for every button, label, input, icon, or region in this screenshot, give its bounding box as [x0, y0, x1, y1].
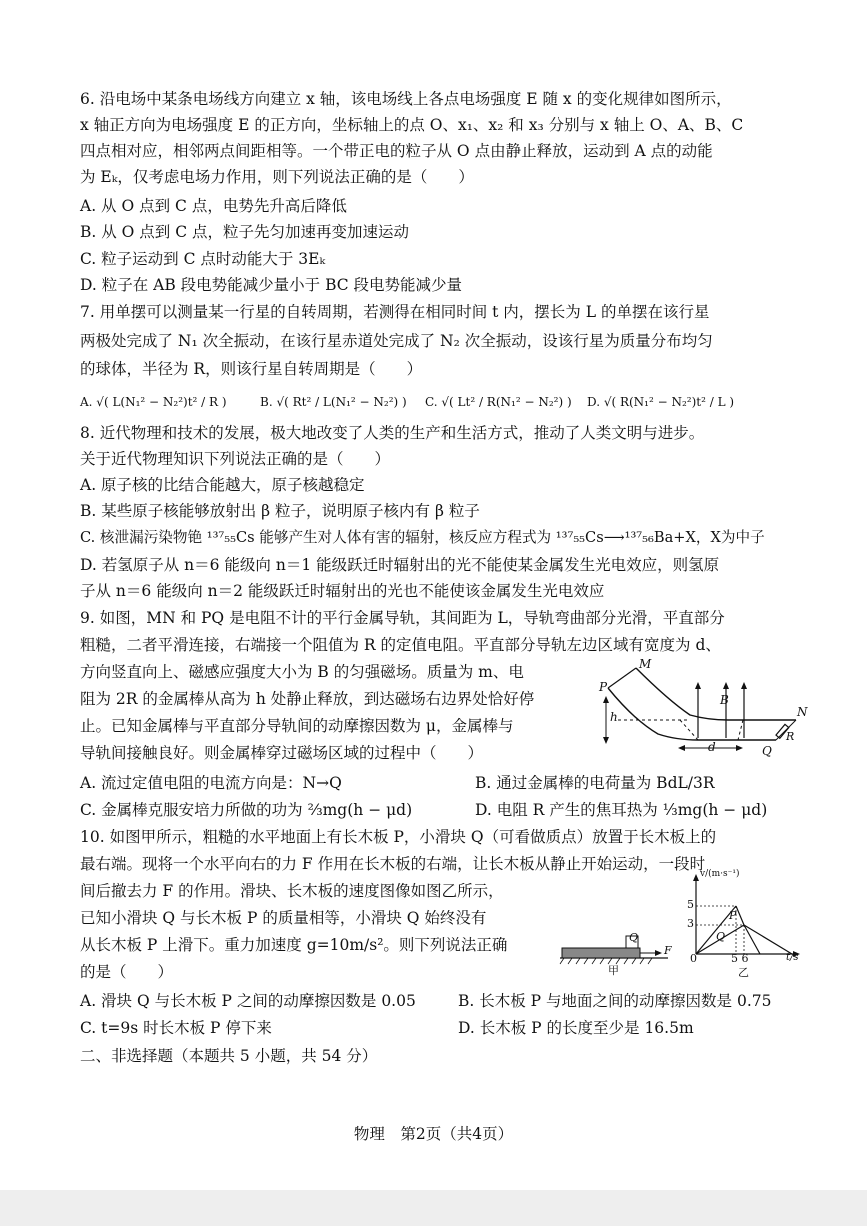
- q10-stem-line-5: 从长木板 P 上滑下。重力加速度 g=10m/s²。则下列说法正确: [80, 936, 508, 954]
- q9-option-b: B. 通过金属棒的电荷量为 BdL/3R: [475, 774, 715, 792]
- q8-option-d-line-1: D. 若氢原子从 n＝6 能级向 n＝1 能级跃迁时辐射出的光不能使某金属发生光电效应，则氢原: [80, 556, 720, 574]
- q6-stem-line-4: 为 Eₖ，仅考虑电场力作用，则下列说法正确的是（ ）: [80, 168, 474, 186]
- q7-option-a: A. √( L(N₁² − N₂²)t² / R ): [80, 395, 227, 409]
- q8-option-b: B. 某些原子核能够放射出 β 粒子，说明原子核内有 β 粒子: [80, 502, 480, 520]
- q10-graph-ylabel: v/(m·s⁻¹): [700, 869, 740, 879]
- q9-stem-line-1: 9. 如图，MN 和 PQ 是电阻不计的平行金属导轨，其间距为 L，导轨弯曲部分光滑，平直部分: [80, 609, 725, 627]
- q10-velocity-graph: [684, 870, 804, 960]
- q9-fig-label-r: R: [786, 730, 795, 743]
- q10-stem-line-6: 的是（ ）: [80, 963, 174, 981]
- q9-fig-label-d: d: [708, 740, 716, 754]
- q7-option-b: B. √( Rt² / L(N₁² − N₂²) ): [260, 395, 407, 409]
- q6-stem-line-1: 6. 沿电场中某条电场线方向建立 x 轴，该电场线上各点电场强度 E 随 x 的变化规律如图所示，: [80, 90, 732, 108]
- q7-stem-line-3: 的球体，半径为 R，则该行星自转周期是（ ）: [80, 360, 423, 378]
- q6-stem-line-3: 四点相对应，相邻两点间距相等。一个带正电的粒子从 O 点由静止释放，运动到 A 点的动能: [80, 142, 713, 160]
- q9-fig-label-q: Q: [762, 744, 772, 758]
- q7-stem-line-2: 两极处完成了 N₁ 次全振动，在该行星赤道处完成了 N₂ 次全振动，设该行星为质量分布均匀: [80, 332, 713, 350]
- q8-option-a: A. 原子核的比结合能越大，原子核越稳定: [80, 476, 365, 494]
- scan-bottom-edge: [0, 1190, 867, 1226]
- q9-stem-line-6: 导轨间接触良好。则金属棒穿过磁场区域的过程中（ ）: [80, 744, 484, 762]
- q9-stem-line-2: 粗糙，二者平滑连接，右端接一个阻值为 R 的定值电阻。平直部分导轨左边区域有宽度为 d、: [80, 636, 721, 654]
- q6-stem-line-2: x 轴正方向为电场强度 E 的正方向，坐标轴上的点 O、x₁、x₂ 和 x₃ 分别与 x 轴上 O、A、B、C: [80, 116, 744, 134]
- q7-option-c: C. √( Lt² / R(N₁² − N₂²) ): [425, 395, 572, 409]
- q6-option-c: C. 粒子运动到 C 点时动能大于 3Eₖ: [80, 250, 326, 268]
- q9-fig-label-b: B: [720, 693, 729, 707]
- q10-option-b: B. 长木板 P 与地面之间的动摩擦因数是 0.75: [458, 992, 772, 1010]
- q9-stem-line-4: 阻为 2R 的金属棒从高为 h 处静止释放，到达磁场右边界处恰好停: [80, 690, 535, 708]
- q9-option-a: A. 流过定值电阻的电流方向是：N→Q: [80, 774, 342, 792]
- q6-option-b: B. 从 O 点到 C 点，粒子先匀加速再变加速运动: [80, 223, 410, 241]
- q10-graph-label-p: P: [729, 909, 737, 922]
- q9-fig-label-h: h: [610, 710, 618, 724]
- q10-graph-tick-0: 0: [690, 952, 697, 965]
- q9-fig-label-m: M: [639, 657, 652, 671]
- q9-option-d: D. 电阻 R 产生的焦耳热为 ⅓mg(h − μd): [475, 801, 768, 819]
- q10-option-a: A. 滑块 Q 与长木板 P 之间的动摩擦因数是 0.05: [80, 992, 416, 1010]
- q10-fig-label-q-jia: Q: [629, 931, 639, 944]
- q7-stem-line-1: 7. 用单摆可以测量某一行星的自转周期，若测得在相同时间 t 内，摆长为 L 的单摆在该行星: [80, 303, 710, 321]
- q10-graph-xlabel: t/s: [786, 952, 799, 963]
- q9-fig-label-p: P: [599, 680, 608, 694]
- q10-graph-label-q: Q: [716, 930, 726, 943]
- q10-fig-label-f: F: [664, 944, 672, 957]
- q10-stem-line-3: 间后撤去力 F 的作用。滑块、长木板的速度图像如图乙所示，: [80, 882, 504, 900]
- q9-stem-line-3: 方向竖直向上、磁感应强度大小为 B 的匀强磁场。质量为 m、电: [80, 663, 524, 681]
- q10-stem-line-2: 最右端。现将一个水平向右的力 F 作用在长木板的右端，让长木板从静止开始运动，一段时: [80, 855, 706, 873]
- q10-graph-tick-5-6: 5 6: [731, 952, 749, 965]
- q9-fig-label-n: N: [797, 705, 808, 719]
- q8-stem-line-1: 8. 近代物理和技术的发展，极大地改变了人类的生产和生活方式，推动了人类文明与进步。: [80, 424, 705, 442]
- q9-option-c: C. 金属棒克服安培力所做的功为 ⅔mg(h − μd): [80, 801, 413, 819]
- q8-option-d-line-2: 子从 n＝6 能级向 n＝2 能级跃迁时辐射出的光也不能使该金属发生光电效应: [80, 582, 605, 600]
- q10-graph-tick-3: 3: [687, 917, 694, 930]
- q10-graph-tick-5: 5: [687, 898, 694, 911]
- section-2-heading: 二、非选择题（本题共 5 小题，共 54 分）: [80, 1047, 378, 1065]
- q9-rail-figure: [598, 660, 806, 760]
- page-footer: 物理 第2页（共4页）: [353, 1125, 514, 1143]
- q6-option-a: A. 从 O 点到 C 点，电势先升高后降低: [80, 197, 347, 215]
- q10-option-d: D. 长木板 P 的长度至少是 16.5m: [458, 1019, 694, 1037]
- q6-option-d: D. 粒子在 AB 段电势能减少量小于 BC 段电势能减少量: [80, 276, 463, 294]
- q10-stem-line-1: 10. 如图甲所示，粗糙的水平地面上有长木板 P，小滑块 Q（可看做质点）放置于长木板上的: [80, 828, 717, 846]
- q10-fig-caption-yi: 乙: [738, 966, 749, 979]
- q7-option-d: D. √( R(N₁² − N₂²)t² / L ): [587, 395, 735, 409]
- q10-fig-caption-jia: 甲: [608, 964, 619, 977]
- q8-stem-line-2: 关于近代物理知识下列说法正确的是（ ）: [80, 450, 391, 468]
- q10-stem-line-4: 已知小滑块 Q 与长木板 P 的质量相等，小滑块 Q 始终没有: [80, 909, 487, 927]
- q9-stem-line-5: 止。已知金属棒与平直部分导轨间的动摩擦因数为 μ，金属棒与: [80, 717, 514, 735]
- q8-option-c: C. 核泄漏污染物铯 ¹³⁷₅₅Cs 能够产生对人体有害的辐射，核反应方程式为 ¹³⁷₅₅Cs⟶¹³⁷₅₆Ba+X，X为中子: [80, 529, 765, 546]
- q10-option-c: C. t=9s 时长木板 P 停下来: [80, 1019, 272, 1037]
